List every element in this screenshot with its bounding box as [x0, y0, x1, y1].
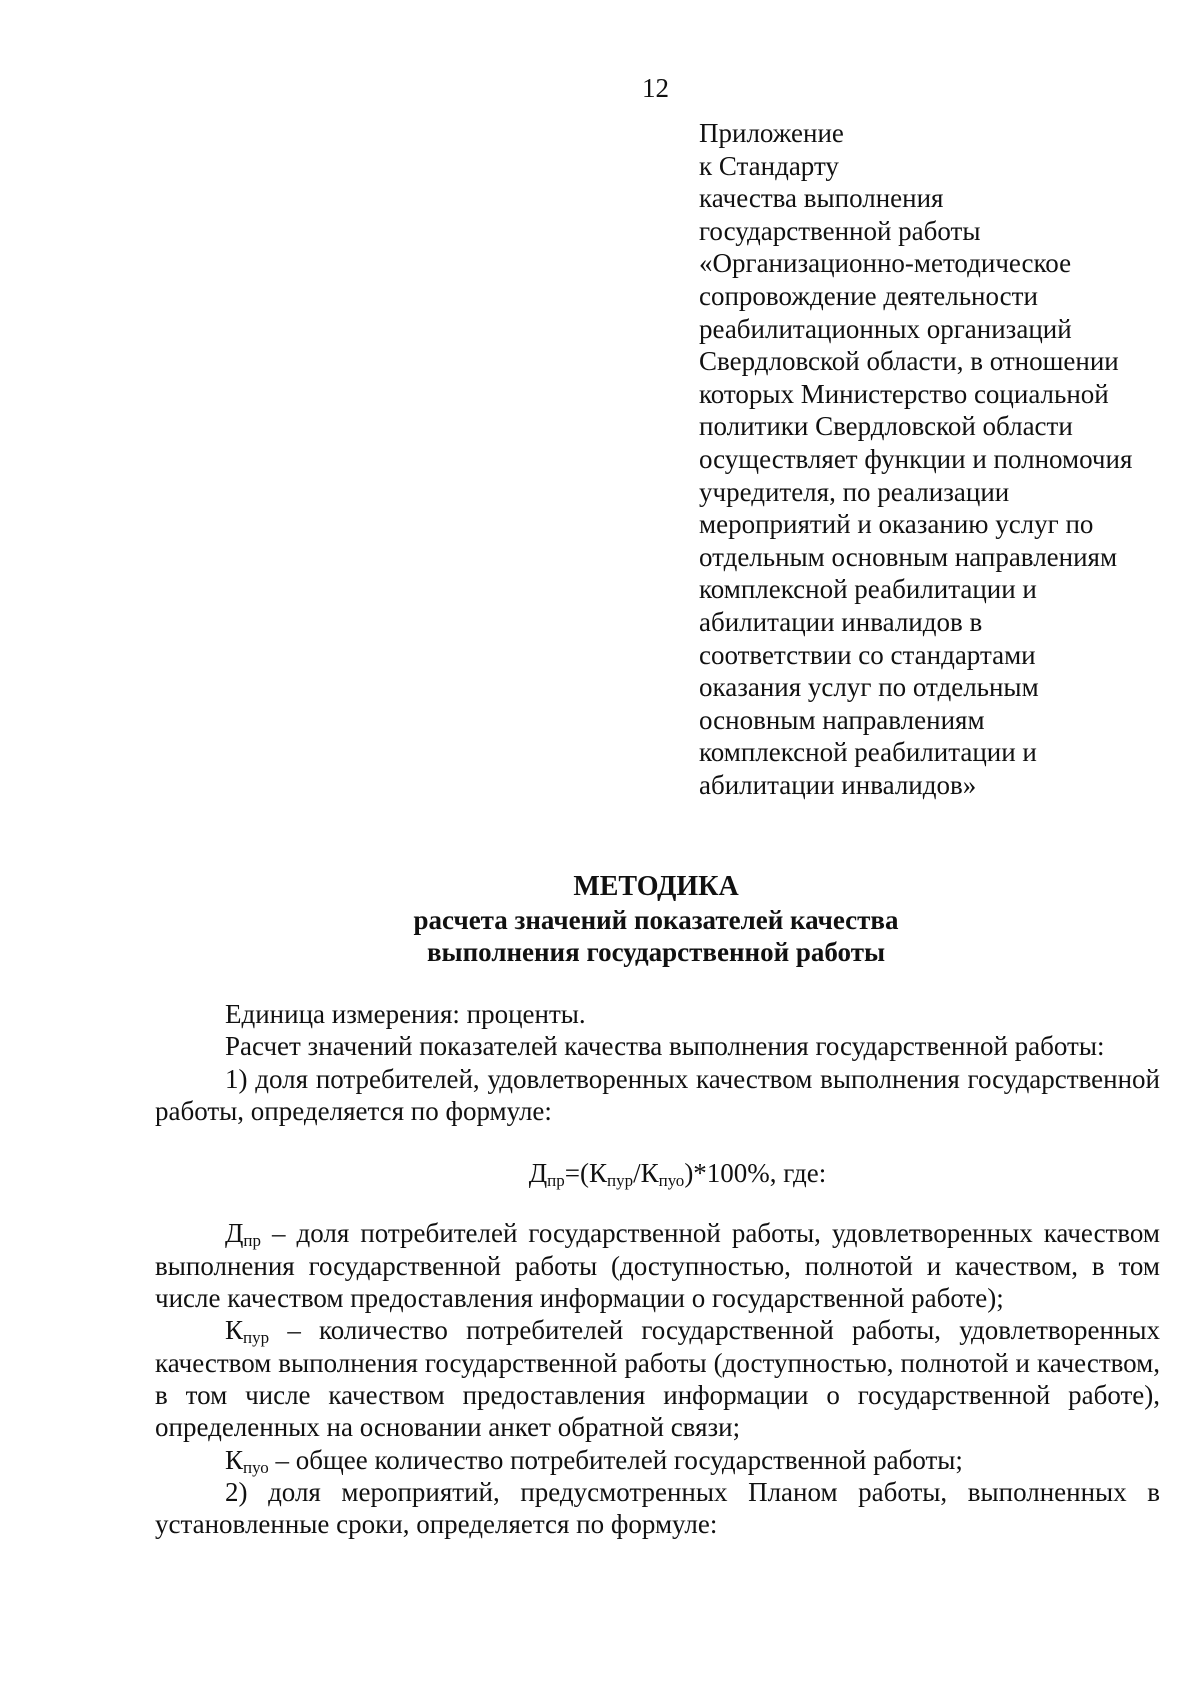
formula-k1-sub: пур — [607, 1171, 634, 1191]
appendix-line: Свердловской области, в отношении — [699, 346, 1119, 377]
appendix-line: абилитации инвалидов в — [699, 606, 983, 637]
appendix-line: к Стандарту — [699, 150, 839, 181]
formula-slash-k: /К — [633, 1158, 659, 1189]
title-block — [150, 870, 1162, 968]
appendix-line: оказания услуг по отдельным — [699, 672, 1039, 703]
appendix-line: Приложение — [699, 118, 844, 148]
definition-d-symbol: Д — [225, 1218, 244, 1249]
appendix-header — [699, 117, 1169, 801]
appendix-line: политики Свердловской области — [699, 411, 1073, 442]
definition-kpuo-text: – общее количество потребителей государственной работы; — [268, 1444, 963, 1475]
definition-kpuo — [155, 1444, 1160, 1476]
definition-kpur — [155, 1314, 1160, 1443]
appendix-line: которых Министерство социальной — [699, 378, 1109, 409]
formula-tail: )*100%, где: — [684, 1158, 827, 1189]
formula — [155, 1157, 1160, 1189]
appendix-line: абилитации инвалидов» — [699, 769, 977, 800]
document-subtitle-line-2: выполнения государственной работы — [426, 937, 886, 967]
appendix-line: реабилитационных организаций — [699, 313, 1072, 344]
formula-eq-open: =(К — [564, 1158, 607, 1189]
formula-d-sub: пр — [547, 1171, 565, 1191]
unit-paragraph: Единица измерения: проценты. — [225, 999, 586, 1029]
definition-kpuo-symbol: К — [225, 1444, 244, 1475]
definition-kpuo-sub: пуо — [243, 1457, 269, 1477]
item-1-paragraph: 1) доля потребителей, удовлетворенных качеством выполнения государственной работы, определяется по формуле: — [155, 1063, 1160, 1126]
page-number: 12 — [642, 73, 669, 103]
appendix-line: комплексной реабилитации и — [699, 737, 1037, 768]
appendix-line: государственной работы — [699, 215, 981, 246]
definition-kpur-text: – количество потребителей государственной работы, удовлетворенных качеством выполнения государственной работы (доступностью, полнотой и качеством, в том числе качеством предоставления информации о государственной работе), определенных на основании анкет обратной связи; — [155, 1315, 1160, 1443]
definition-kpur-sub: пур — [243, 1328, 270, 1348]
intro-paragraph: Расчет значений показателей качества выполнения государственной работы: — [225, 1031, 1105, 1062]
appendix-line: «Организационно-методическое — [699, 248, 1072, 279]
document-subtitle-line-1: расчета значений показателей качества — [413, 905, 899, 935]
appendix-line: сопровождение деятельности — [699, 280, 1038, 311]
body-text — [155, 998, 1160, 1540]
appendix-line: соответствии со стандартами — [699, 639, 1036, 670]
document-title: МЕТОДИКА — [573, 871, 739, 902]
appendix-line: основным направлениям — [699, 704, 985, 735]
definition-d-text: – доля потребителей государственной работы, удовлетворенных качеством выполнения государственной работы (доступностью, полнотой и качеством, в том числе качеством предоставления информации о государственной работе); — [155, 1218, 1160, 1314]
appendix-line: мероприятий и оказанию услуг по — [699, 509, 1094, 540]
definition-d-sub: пр — [243, 1231, 262, 1251]
formula-k2-sub: пуо — [658, 1171, 685, 1191]
appendix-line: учредителя, по реализации — [699, 476, 1010, 507]
definition-d — [155, 1217, 1160, 1314]
appendix-line: отдельным основным направлениям — [699, 541, 1118, 572]
appendix-line: качества выполнения — [699, 183, 944, 214]
appendix-line: осуществляет функции и полномочия — [699, 443, 1133, 474]
appendix-line: комплексной реабилитации и — [699, 574, 1037, 605]
definition-kpur-symbol: К — [225, 1315, 244, 1346]
item-2-paragraph: 2) доля мероприятий, предусмотренных Планом работы, выполненных в установленные сроки, определяется по формуле: — [155, 1476, 1160, 1540]
formula-d: Д — [528, 1158, 548, 1189]
